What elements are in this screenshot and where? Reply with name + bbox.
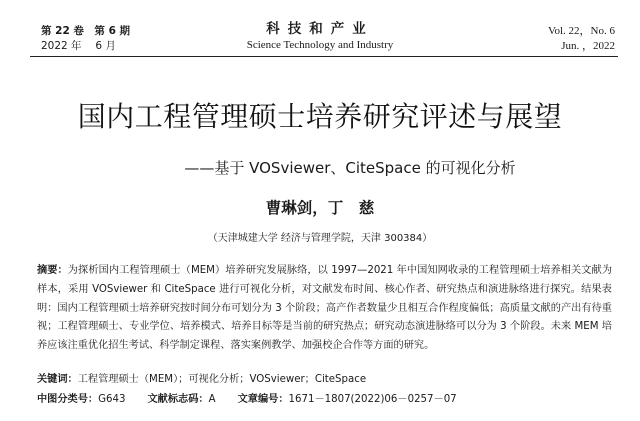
doc-code-value: A: [208, 394, 216, 405]
volume-issue: 第 22 卷 第 6 期: [41, 25, 131, 37]
header-vol-no: [548, 24, 615, 54]
keywords-text: 工程管理硕士（MEM）；可视化分析；VOSviewer；CiteSpace: [77, 374, 367, 385]
journal-name-cn: 科技和产业: [266, 21, 374, 37]
journal-name: [0, 21, 640, 53]
article-subtitle: ——基于 VOSviewer、CiteSpace 的可视化分析: [184, 159, 516, 177]
abstract-label: 摘要：: [37, 265, 68, 276]
abstract-paragraph: [37, 262, 612, 356]
author-affiliation: （天津城建大学 经济与管理学院，天津 300384）: [207, 233, 433, 244]
article-authors: 曹琳剑，丁 慈: [265, 199, 375, 217]
journal-name-en: Science Technology and Industry: [246, 39, 394, 51]
abstract-text: 为探析国内工程管理硕士（MEM）培养研究发展脉络，以 1997—2021 年中国知网收录的工程管理硕士培养相关文献为样本，采用 VOSviewer 和 CiteSpace 进行可视化分析，对文献发布时间、核心作者、研究热点和演进脉络进行探究。结果表明：国内工程管理硕士培养研究按时间分布可划分为 3 个阶段；高产作者数量少且相互合作程度偏低；高质量文献的产出有待重视；工程管理硕士、专业学位、培养模式、培养目标等是当前的研究热点；研究动态演进脉络可以分为 3 个阶段。未来 MEM 培养应该注重优化招生考试、科学制定课程、落实案例教学、加强校企合作等方面的研究。: [37, 265, 613, 352]
clc-value: G643: [98, 394, 126, 405]
article-title: 国内工程管理硕士培养研究评述与展望: [77, 100, 563, 133]
article-number-label: 文章编号：: [237, 394, 289, 405]
keywords-label: 关键词：: [37, 374, 78, 385]
vol-no: Vol. 22，No. 6: [547, 25, 615, 37]
header-divider: [30, 56, 618, 57]
article-number-value: 1671－1807(2022)06－0257－07: [288, 394, 457, 405]
classification-line: [37, 392, 612, 408]
doc-code-label: 文献标志码：: [147, 394, 209, 405]
issue-date: Jun. ，2022: [561, 40, 615, 52]
clc-label: 中图分类号：: [37, 394, 99, 405]
keywords-line: [37, 372, 612, 388]
year-month: 2022 年 6 月: [41, 40, 116, 52]
